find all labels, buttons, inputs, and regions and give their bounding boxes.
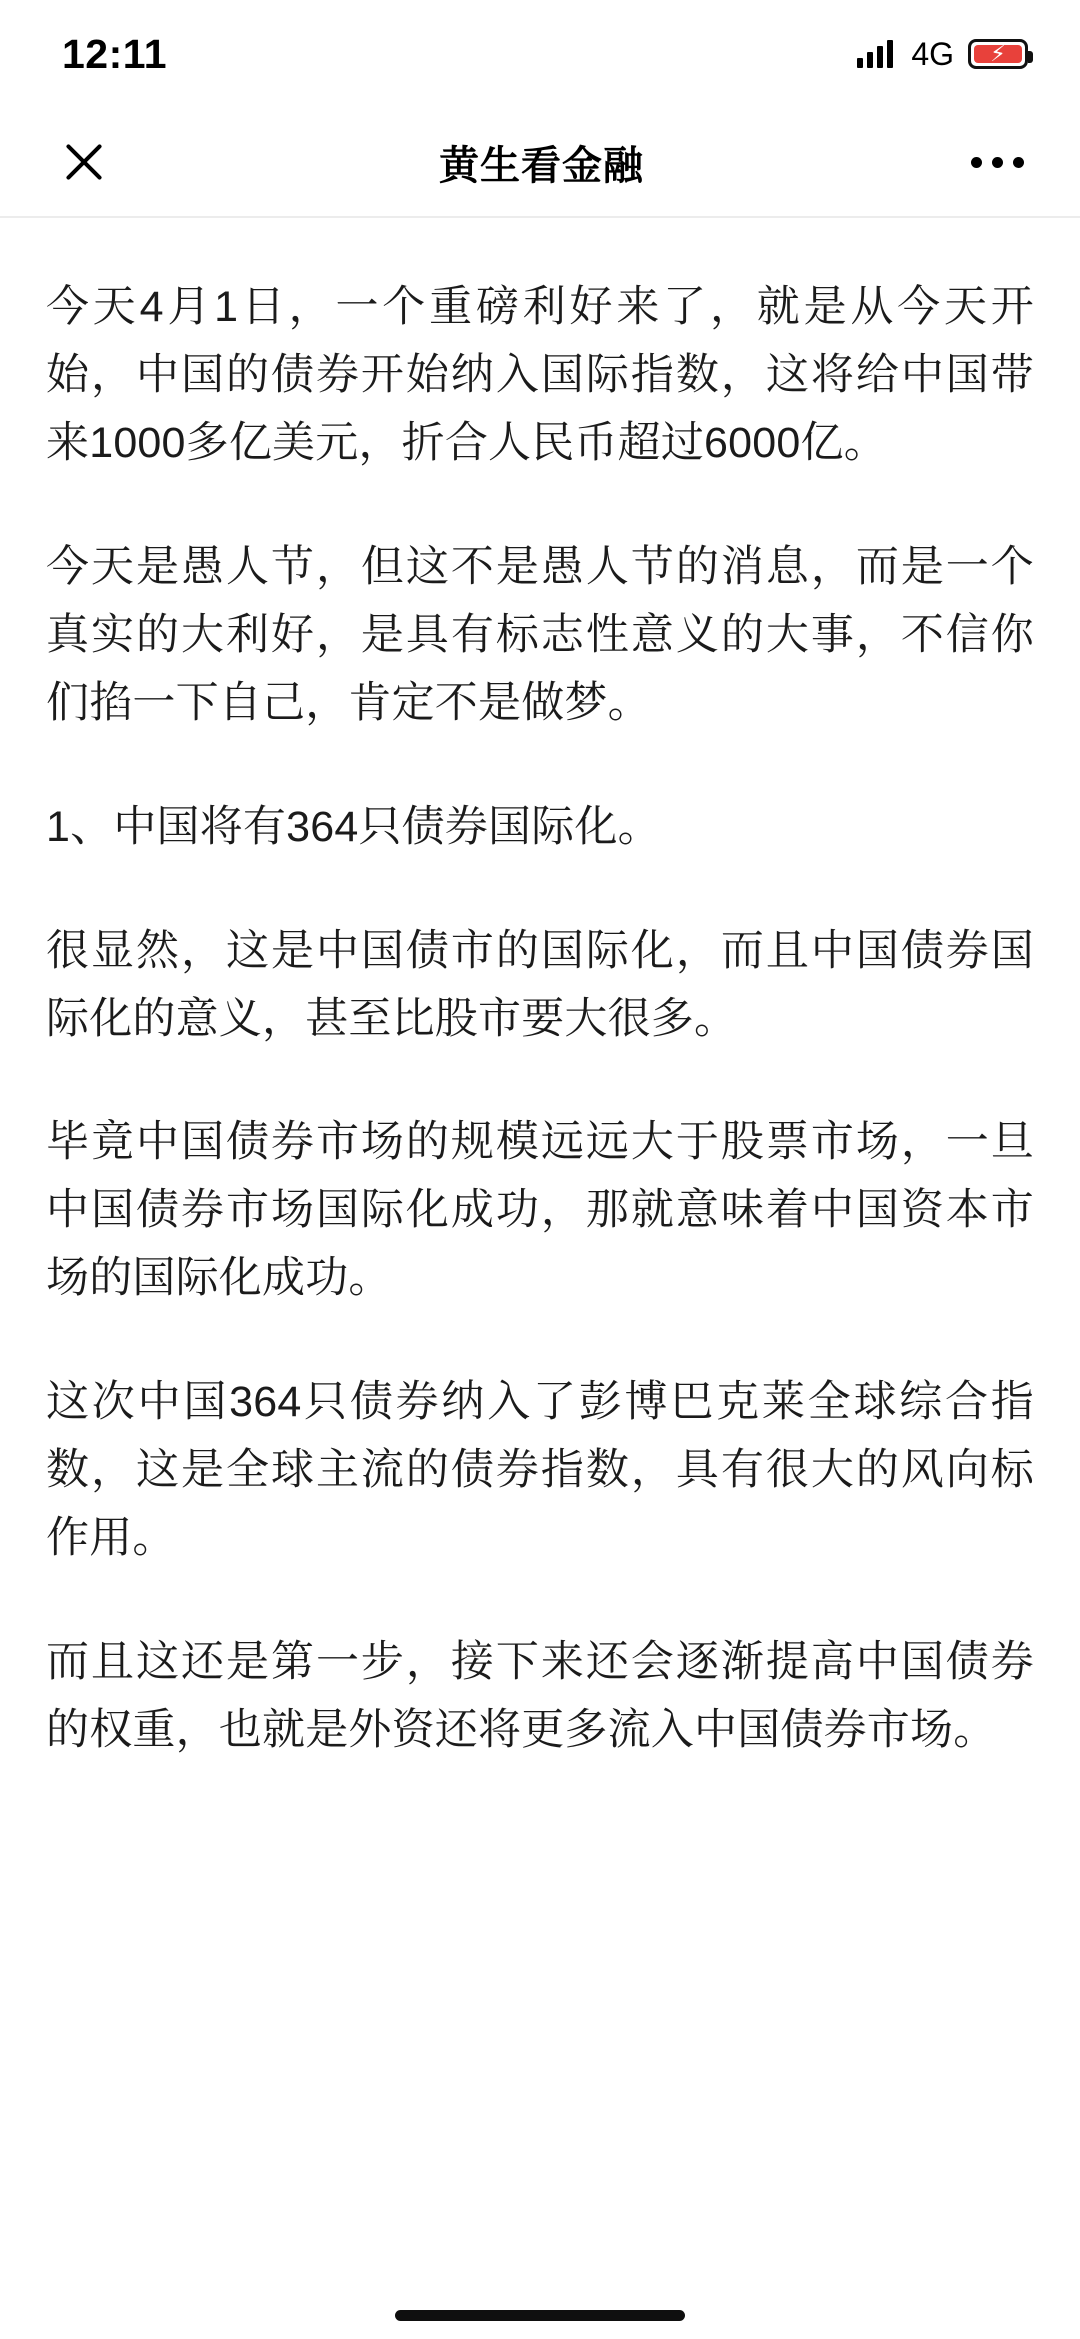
article-paragraph: 1、中国将有364只债券国际化。: [46, 802, 661, 851]
home-indicator: [395, 2310, 685, 2321]
status-indicators: [857, 36, 1028, 73]
article-body: [0, 218, 1080, 1765]
signal-bars-icon: [857, 40, 893, 68]
article-paragraph: 今天4月1日，一个重磅利好来了，就是从今天开始，中国的债券开始纳入国际指数，这将给中国带来1000多亿美元，折合人民币超过6000亿。: [46, 283, 1034, 467]
navigation-bar: [0, 108, 1080, 218]
article-paragraph: 很显然，这是中国债市的国际化，而且中国债券国际化的意义，甚至比股市要大很多。: [46, 926, 1034, 1043]
more-horizontal-icon[interactable]: [971, 147, 1024, 178]
article-paragraph: 毕竟中国债券市场的规模远远大于股票市场，一旦中国债券市场国际化成功，那就意味着中国资本市场的国际化成功。: [46, 1118, 1034, 1303]
status-bar: [0, 0, 1080, 108]
article-paragraph: 今天是愚人节，但这不是愚人节的消息，而是一个真实的大利好，是具有标志性意义的大事，不信你们掐一下自己，肯定不是做梦。: [46, 542, 1034, 727]
page-title: 黄生看金融: [439, 143, 644, 188]
battery-charging-icon: ⚡: [968, 39, 1028, 69]
article-paragraph: 这次中国364只债券纳入了彭博巴克莱全球综合指数，这是全球主流的债券指数，具有很大的风向标作用。: [46, 1378, 1034, 1563]
network-type-label: 4G: [911, 35, 954, 72]
status-time: 12:11: [62, 30, 168, 77]
article-paragraph: 而且这还是第一步，接下来还会逐渐提高中国债券的权重，也就是外资还将更多流入中国债券市场。: [46, 1638, 1034, 1754]
close-icon[interactable]: [56, 134, 112, 190]
